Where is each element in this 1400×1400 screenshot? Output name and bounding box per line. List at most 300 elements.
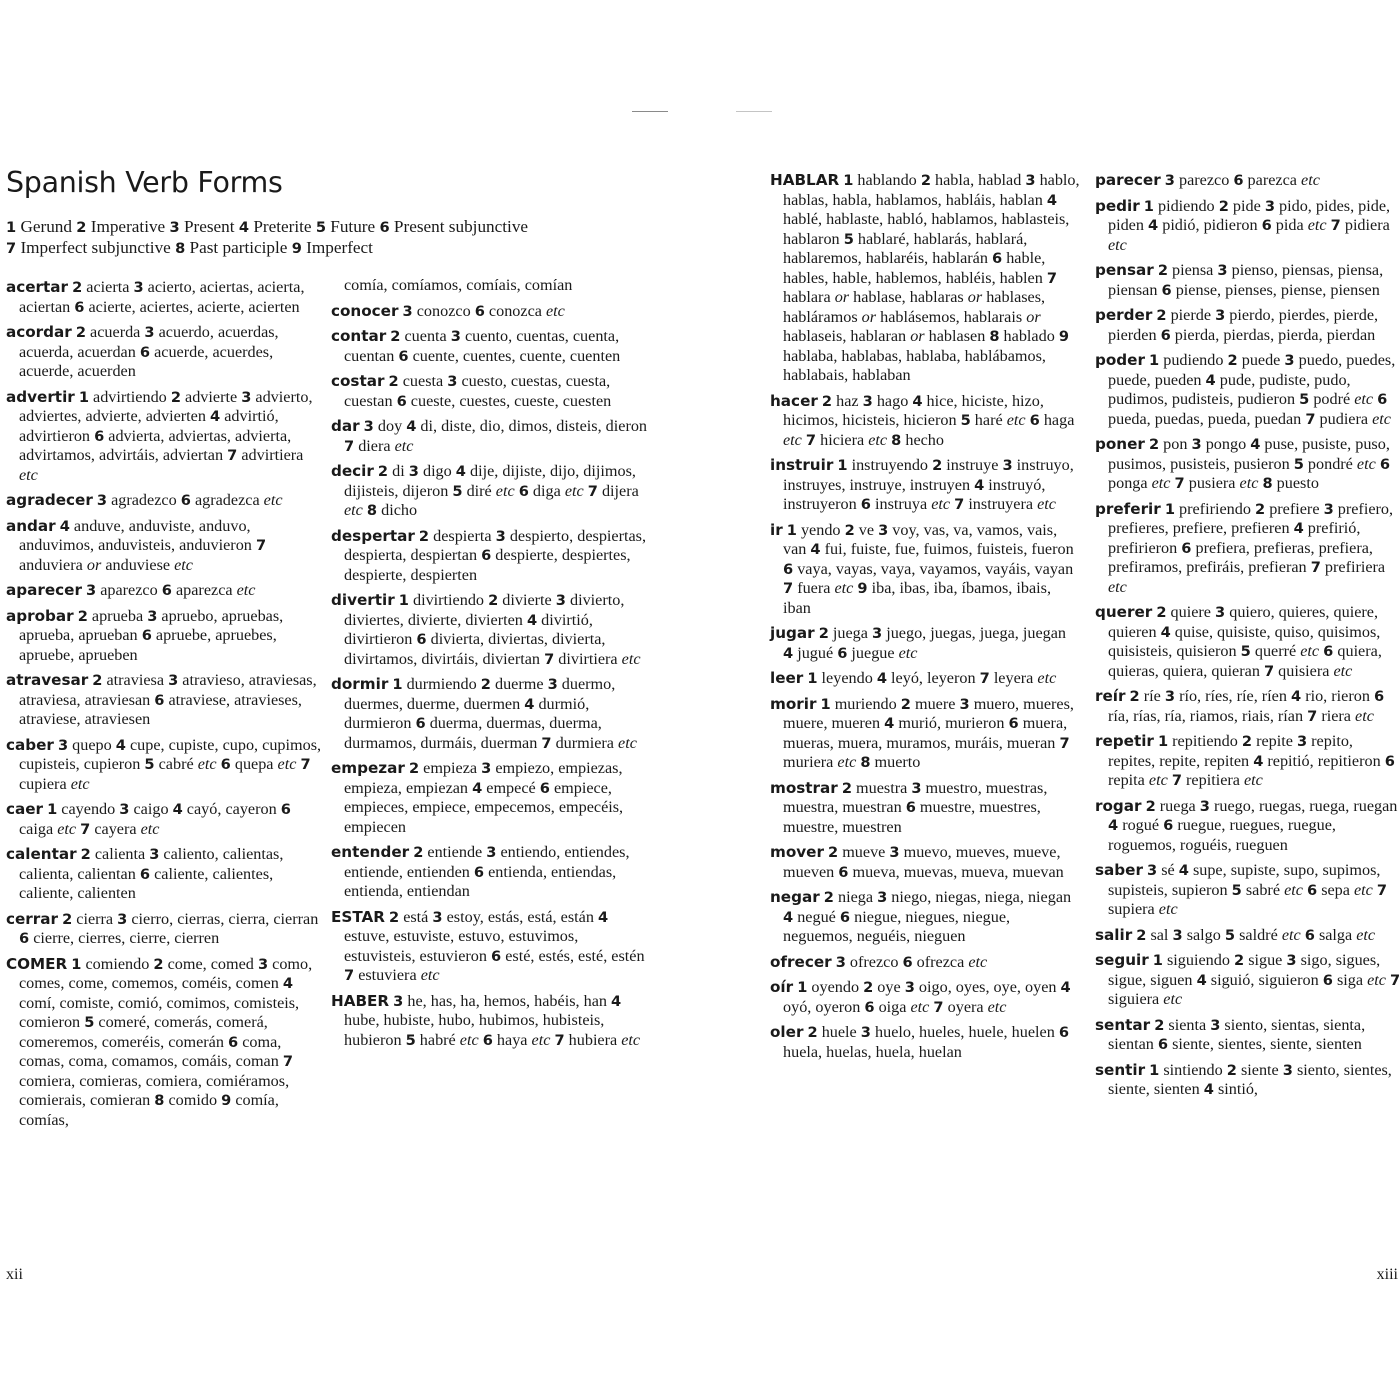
tense-number: 6: [1163, 817, 1174, 834]
tense-number: 3: [877, 889, 888, 906]
verb-headword: caer: [6, 800, 44, 818]
italic-word: or: [910, 327, 925, 345]
verb-entry: divertir 1 divirtiendo 2 divierte 3 divierto, diviertes, divierte, divierten 4 divirtió, divirtieron 6 divierta, diviertas, divierta, divirtamos, divirtáis, diviertan 7 divirtiera etc: [331, 591, 641, 668]
italic-word: etc: [621, 649, 641, 668]
verb-headword: ESTAR: [331, 907, 385, 926]
tense-number: 1: [820, 695, 831, 713]
verb-headword: empezar: [331, 759, 405, 777]
italic-word: etc: [910, 997, 930, 1016]
tense-number: 8: [366, 502, 378, 519]
italic-word: etc: [263, 491, 283, 509]
tense-number: 4: [1291, 688, 1302, 705]
verb-headword: mover: [770, 843, 824, 861]
tense-number: 3: [393, 992, 404, 1010]
tense-number: 6: [1181, 539, 1192, 557]
tense-number: 3: [86, 582, 97, 599]
tense-number: 6: [539, 779, 550, 797]
verb-headword: entender: [331, 843, 410, 861]
tense-number: 1: [786, 521, 797, 539]
tense-number: 2: [818, 625, 829, 642]
tense-number: 5: [1299, 391, 1310, 408]
tense-number: 7: [1376, 881, 1388, 899]
column-4: [1095, 171, 1400, 1106]
tense-number: 2: [807, 1024, 818, 1041]
tense-number: 8: [154, 1092, 165, 1109]
italic-word: or: [86, 555, 102, 574]
verb-entry: negar 2 niega 3 niego, niegas, niega, niegan 4 negué 6 niegue, niegues, niegue, neguemos, neguéis, nieguen: [770, 888, 1072, 945]
tense-number: 6: [1029, 412, 1040, 429]
italic-word: etc: [236, 581, 256, 599]
italic-word: etc: [546, 301, 565, 320]
italic-word: etc: [898, 643, 918, 662]
italic-word: etc: [1006, 411, 1026, 429]
tense-number: 7: [1263, 662, 1275, 680]
tense-number: 2: [72, 279, 83, 296]
tense-number: 6: [1261, 217, 1272, 234]
tense-number: 1: [1164, 500, 1175, 518]
tense-number: 7: [554, 1031, 565, 1049]
verb-headword: atravesar: [6, 671, 89, 689]
tense-number: 2: [1241, 733, 1253, 750]
tense-number: 4: [1108, 817, 1119, 834]
tense-number: 2: [75, 324, 86, 341]
tense-number: 7: [1059, 734, 1070, 752]
tense-number: 4: [1178, 862, 1189, 879]
verb-entry: jugar 2 juega 3 juego, juegas, juega, juegan 4 jugué 6 juegue etc: [770, 624, 1067, 662]
verb-headword: calentar: [6, 845, 77, 863]
tense-number: 6: [1233, 172, 1244, 189]
tense-number: 2: [80, 846, 91, 863]
italic-word: etc: [277, 755, 297, 773]
tense-number: 3: [495, 527, 506, 545]
italic-word: etc: [1037, 495, 1056, 513]
tense-number: 7: [227, 447, 238, 464]
verb-headword: jugar: [770, 624, 815, 642]
italic-word: etc: [420, 966, 440, 984]
verb-headword: advertir: [6, 387, 75, 406]
tense-number: 7: [544, 650, 555, 668]
tense-number: 2: [480, 676, 491, 693]
verb-entry: entender 2 entiende 3 entiendo, entiendes, entiende, entienden 6 entienda, entiendas, entienda, entiendan: [331, 843, 630, 900]
verb-entry: instruir 1 instruyendo 2 instruye 3 instruyo, instruyes, instruye, instruyen 4 instruyó, instruyeron 6 instruya etc 7 instruyera etc: [770, 456, 1074, 513]
tense-number: 9: [1058, 328, 1069, 345]
verb-headword: querer: [1095, 603, 1153, 621]
tense-number: 6: [473, 863, 485, 881]
tense-number: 2: [92, 672, 103, 689]
verb-headword: instruir: [770, 456, 834, 474]
verb-headword: HABER: [331, 991, 390, 1010]
tense-number: 4: [1060, 979, 1071, 996]
verb-headword: mostrar: [770, 778, 838, 797]
tense-number: 6: [1323, 643, 1334, 660]
verb-headword: perder: [1095, 306, 1153, 324]
tense-number: 4: [1160, 623, 1171, 641]
verb-entry: aparecer 3 aparezco 6 aparezca etc: [6, 581, 256, 599]
tense-label: Past participle: [185, 238, 288, 257]
italic-word: etc: [394, 436, 414, 455]
italic-word: etc: [1163, 990, 1183, 1008]
tense-number: 3: [241, 388, 252, 406]
verb-entry: morir 1 muriendo 2 muere 3 muero, mueres, muere, mueren 4 murió, murieron 6 muera, mueras, muera, muramos, muráis, mueran 7 muriera etc 8 muerto: [770, 694, 1074, 771]
tense-number: 3: [169, 219, 180, 236]
verb-headword: dar: [331, 417, 360, 435]
verb-entry: oler 2 huele 3 huelo, hueles, huele, huelen 6 huela, huelas, huela, huelan: [770, 1023, 1070, 1061]
tense-number: 1: [843, 172, 854, 189]
verb-entry: caber 3 quepo 4 cupe, cupiste, cupo, cupimos, cupisteis, cupieron 5 cabré etc 6 quepa etc 7 cupiera etc: [6, 735, 322, 793]
verb-entry: oír 1 oyendo 2 oye 3 oigo, oyes, oye, oyen 4 oyó, oyeron 6 oiga etc 7 oyera etc: [770, 978, 1071, 1016]
verb-headword: reír: [1095, 687, 1126, 705]
tense-number: 2: [413, 844, 424, 861]
tense-number: 1: [1157, 733, 1169, 750]
italic-word: etc: [783, 430, 802, 449]
tense-number: 6: [482, 1031, 493, 1049]
tense-number: 6: [1008, 715, 1019, 732]
tense-number: 4: [884, 715, 895, 732]
tense-number: 4: [1148, 217, 1159, 234]
tense-number: 8: [175, 240, 186, 257]
tense-number: 4: [1253, 752, 1264, 770]
verb-entry: caer 1 cayendo 3 caigo 4 cayó, cayeron 6 caiga etc 7 cayera etc: [6, 800, 291, 838]
tense-number: 6: [1384, 752, 1395, 770]
tense-number: 7: [954, 496, 965, 513]
tense-label: Future: [325, 217, 376, 236]
verb-entry: acordar 2 acuerda 3 acuerdo, acuerdas, acuerda, acuerdan 6 acuerde, acuerdes, acuerde, acuerden: [6, 323, 279, 380]
tense-number: 8: [891, 431, 902, 449]
page-number-right: xiii: [1376, 1266, 1398, 1283]
tense-number: 1: [837, 457, 848, 474]
verb-entry: dormir 1 durmiendo 2 duerme 3 duermo, duermes, duerme, duermen 4 durmió, durmieron 6 duerma, duermas, duerma, durmamos, durmáis, duerman 7 durmiera etc: [331, 675, 637, 752]
tense-number: 4: [210, 408, 221, 425]
verb-headword: despertar: [331, 526, 415, 545]
tense-number: 3: [1164, 688, 1176, 705]
verb-entry: perder 2 pierde 3 pierdo, pierdes, pierde, pierden 6 pierda, pierdas, pierda, pierdan: [1095, 306, 1379, 344]
tense-number: 2: [863, 979, 874, 996]
tense-number: 4: [1205, 371, 1216, 389]
tense-number: 6: [864, 998, 875, 1016]
tense-number: 2: [844, 521, 855, 539]
tense-number: 6: [280, 801, 291, 818]
tense-number: 6: [1306, 881, 1318, 899]
tense-number: 7: [1305, 410, 1316, 428]
tense-number: 2: [1218, 197, 1229, 215]
verb-headword: sentir: [1095, 1060, 1146, 1079]
verb-entry: rogar 2 ruega 3 ruego, ruegas, ruega, ruegan 4 rogué 6 ruegue, ruegues, ruegue, roguemos, roguéis, rueguen: [1095, 796, 1398, 854]
italic-word: etc: [19, 465, 38, 484]
italic-word: etc: [1354, 880, 1373, 899]
italic-word: etc: [834, 579, 854, 597]
italic-word: etc: [1244, 771, 1263, 789]
tense-number: 4: [526, 611, 538, 629]
tense-number: 3: [57, 736, 69, 754]
tense-number: 3: [408, 463, 419, 480]
tense-number: 3: [1025, 172, 1036, 189]
top-rule-right: [736, 111, 772, 112]
tense-number: 7: [1310, 559, 1321, 576]
verb-headword: COMER: [6, 954, 68, 973]
tense-number: 1: [1149, 1061, 1160, 1079]
tense-label: Imperfect subjunctive: [16, 238, 171, 257]
italic-word: etc: [1108, 577, 1127, 596]
italic-word: etc: [1333, 661, 1353, 680]
verb-entry: COMER 1 comiendo 2 come, comed 3 como, comes, come, comemos, coméis, comen 4 comí, comiste, comió, comimos, comisteis, comieron 5 comeré, comerás, comerá, comeremos, comeréis, comerán 6 coma, comas, coma, comamos, comáis, coman 7 comiera, comieras, comiera, comiéramos, comierais, comieran 8 comido 9 comía, comías,: [6, 954, 313, 1129]
verb-entry: calentar 2 calienta 3 caliento, calientas, calienta, calientan 6 caliente, calientes, caliente, calienten: [6, 845, 284, 902]
tense-label: Present: [179, 217, 235, 236]
tense-number: 7: [344, 437, 355, 455]
italic-word: etc: [1108, 235, 1127, 254]
verb-headword: salir: [1095, 925, 1133, 944]
verb-entry: comía, comíamos, comíais, comían: [344, 276, 573, 294]
tense-number: 3: [1172, 926, 1183, 944]
verb-headword: oler: [770, 1023, 804, 1041]
tense-number: 3: [860, 1024, 871, 1041]
verb-entry: mover 2 mueve 3 muevo, mueves, mueve, mueven 6 mueva, muevas, mueva, muevan: [770, 843, 1064, 881]
tense-number: 6: [415, 715, 426, 732]
verb-entry: aprobar 2 aprueba 3 apruebo, apruebas, aprueba, aprueban 6 apruebe, apruebes, apruebe, aprueben: [6, 606, 284, 664]
page-number-left: xii: [6, 1266, 23, 1283]
verb-headword: ofrecer: [770, 952, 832, 971]
verb-entry: reír 2 ríe 3 río, ríes, ríe, ríen 4 rio, rieron 6 ría, rías, ría, riamos, riais, rían 7 riera etc: [1095, 687, 1385, 725]
verb-entry: HABER 3 he, has, ha, hemos, habéis, han 4 hube, hubiste, hubo, hubimos, hubisteis, hubieron 5 habré etc 6 haya etc 7 hubiera etc: [331, 991, 641, 1049]
tense-number: 3: [1217, 262, 1228, 279]
tense-number: 1: [1149, 352, 1160, 369]
tense-number: 3: [133, 279, 144, 296]
tense-number: 2: [153, 955, 164, 973]
tense-number: 6: [1379, 455, 1390, 473]
tense-number: 1: [1152, 952, 1163, 969]
tense-number: 4: [455, 463, 466, 480]
tense-number: 4: [783, 644, 794, 662]
tense-number: 7: [255, 537, 267, 554]
verb-entry: sentar 2 sienta 3 siento, sientas, sienta, sientan 6 siente, sientes, siente, sienten: [1095, 1015, 1366, 1053]
tense-number: 9: [291, 240, 302, 257]
tense-number: 6: [180, 492, 191, 509]
verb-headword: parecer: [1095, 171, 1161, 189]
tense-number: 1: [797, 979, 808, 996]
verb-headword: costar: [331, 372, 385, 390]
italic-word: etc: [1356, 454, 1376, 473]
tense-number: 2: [920, 172, 931, 189]
tense-number: 3: [1264, 197, 1275, 215]
italic-word: etc: [495, 481, 515, 500]
verb-entry: conocer 3 conozco 6 conozca etc: [331, 301, 565, 320]
verb-entry: ir 1 yendo 2 ve 3 voy, vas, va, vamos, vais, van 4 fui, fuiste, fue, fuimos, fuisteis, fueron 6 vaya, vayas, vaya, vayamos, vayáis, vayan 7 fuera etc 9 iba, ibas, iba, íbamos, ibais, iban: [770, 520, 1074, 617]
tense-number: 3: [889, 844, 900, 861]
tense-number: 3: [1286, 952, 1297, 969]
tense-number: 6: [416, 631, 427, 648]
verb-entry: mostrar 2 muestra 3 muestro, muestras, muestra, muestran 6 muestre, muestres, muestre, muestren: [770, 778, 1048, 836]
tense-number: 3: [363, 418, 374, 435]
tense-number: 3: [1323, 500, 1334, 518]
tense-number: 6: [518, 482, 529, 500]
tense-number: 2: [932, 457, 943, 474]
verb-entry: advertir 1 advirtiendo 2 advierte 3 advierto, adviertes, advierte, advierten 4 advirtió, advirtieron 6 advierta, adviertas, advierta, advirtamos, advirtáis, adviertan 7 advirtiera etc: [6, 387, 313, 484]
tense-number: 6: [94, 427, 105, 445]
tense-number: 6: [905, 799, 916, 816]
tense-number: 5: [843, 230, 854, 248]
tense-number: 1: [78, 388, 89, 406]
tense-number: 6: [139, 343, 151, 361]
tense-number: 3: [481, 760, 492, 777]
verb-entry: costar 2 cuesta 3 cuesto, cuestas, cuesta, cuestan 6 cueste, cuestes, cueste, cuesten: [331, 372, 612, 410]
verb-headword: poder: [1095, 351, 1145, 369]
tense-number: 3: [904, 979, 915, 996]
tense-number: 3: [1282, 1061, 1293, 1079]
tense-number: 3: [1215, 604, 1226, 621]
italic-word: etc: [1158, 900, 1178, 918]
tense-number: 6: [474, 302, 485, 320]
tense-number: 6: [1160, 326, 1171, 344]
tense-number: 8: [1262, 475, 1273, 492]
verb-headword: andar: [6, 516, 56, 535]
verb-headword: agradecer: [6, 491, 93, 509]
tense-label: Imperative: [86, 217, 166, 236]
verb-entry: poner 2 pon 3 pongo 4 puse, pusiste, puso, pusimos, pusisteis, pusieron 5 pondré etc 6 ponga etc 7 pusiera etc 8 puesto: [1095, 435, 1390, 492]
verb-entry: ofrecer 3 ofrezco 6 ofrezca etc: [770, 952, 988, 971]
italic-word: or: [861, 307, 877, 326]
tense-number: 4: [783, 908, 794, 926]
italic-word: etc: [987, 997, 1007, 1016]
tense-number: 5: [315, 219, 326, 236]
tense-number: 6: [1373, 688, 1385, 705]
verb-entry: decir 2 di 3 digo 4 dije, dijiste, dijo, dijimos, dijisteis, dijeron 5 diré etc 6 diga etc 7 dijera etc 8 dicho: [331, 462, 639, 519]
tense-number: 3: [1164, 172, 1175, 189]
verb-headword: aprobar: [6, 606, 74, 625]
tense-number: 3: [147, 607, 158, 625]
tense-number: 5: [1231, 881, 1242, 899]
verb-headword: hacer: [770, 391, 818, 410]
tense-number: 3: [835, 953, 846, 971]
tense-number: 7: [282, 1053, 294, 1070]
tense-number: 6: [74, 298, 85, 316]
italic-word: etc: [140, 819, 160, 838]
tense-number: 4: [59, 517, 70, 535]
tense-number: 2: [76, 219, 87, 236]
tense-number: 3: [959, 695, 970, 713]
tense-number: 7: [933, 998, 944, 1016]
tense-number: 3: [878, 521, 889, 539]
legend-line: [6, 238, 646, 259]
verb-headword: dormir: [331, 675, 389, 693]
tense-number: 2: [828, 844, 839, 861]
italic-word: etc: [531, 1030, 551, 1049]
verb-entry: saber 3 sé 4 supe, supiste, supo, supimos, supisteis, supieron 5 sabré etc 6 sepa etc 7 supiera etc: [1095, 861, 1388, 918]
tense-label: Preterite: [249, 217, 312, 236]
tense-number: 6: [228, 1033, 239, 1051]
tense-number: 3: [450, 328, 461, 345]
tense-number: 3: [547, 676, 558, 693]
tense-number: 5: [960, 412, 971, 429]
italic-word: etc: [1372, 409, 1391, 428]
tense-number: 1: [6, 219, 17, 236]
verb-headword: preferir: [1095, 499, 1161, 518]
tense-number: 6: [141, 627, 152, 644]
tense-number: 2: [1154, 1016, 1165, 1034]
verb-headword: leer: [770, 669, 804, 687]
verb-entry: cerrar 2 cierra 3 cierro, cierras, cierra, cierran 6 cierre, cierres, cierre, cierren: [6, 909, 319, 947]
tense-number: 2: [1156, 307, 1167, 324]
tense-number: 6: [139, 865, 151, 883]
tense-number: 4: [974, 476, 985, 494]
tense-number: 3: [1002, 457, 1013, 474]
verb-entry: pedir 1 pidiendo 2 pide 3 pido, pides, pide, piden 4 pidió, pidieron 6 pida etc 7 pidiera etc: [1095, 196, 1391, 254]
verb-entry: seguir 1 siguiendo 2 sigue 3 sigo, sigues, sigue, siguen 4 siguió, siguieron 6 siga etc 7 siguiera etc: [1095, 951, 1400, 1008]
italic-word: etc: [1151, 474, 1171, 492]
verb-headword: ir: [770, 520, 783, 539]
tense-number: 2: [821, 392, 833, 410]
tense-number: 6: [491, 947, 502, 965]
italic-word: etc: [837, 753, 857, 771]
tense-number: 2: [418, 527, 430, 545]
italic-word: or: [834, 288, 850, 306]
tense-number: 2: [1156, 604, 1167, 621]
tense-number: 6: [154, 691, 165, 709]
verb-headword: pensar: [1095, 261, 1154, 279]
tense-number: 3: [911, 779, 922, 797]
italic-word: etc: [1307, 216, 1327, 234]
tense-number: 6: [1058, 1024, 1070, 1041]
tense-number: 2: [377, 463, 389, 480]
tense-number: 3: [402, 302, 413, 320]
tense-number: 2: [1233, 952, 1245, 969]
tense-number: 9: [221, 1092, 232, 1109]
tense-label: Imperfect: [301, 238, 373, 257]
tense-legend: [6, 217, 646, 259]
tense-number: 2: [62, 910, 73, 928]
tense-number: 3: [486, 844, 497, 861]
tense-number: 3: [862, 392, 873, 410]
italic-word: etc: [174, 555, 193, 574]
tense-number: 4: [1203, 1081, 1214, 1098]
tense-number: 6: [398, 347, 409, 365]
tense-number: 4: [238, 219, 250, 236]
page-title: Spanish Verb Forms: [6, 166, 283, 199]
verb-headword: conocer: [331, 301, 399, 320]
legend-line: [6, 217, 646, 238]
verb-headword: repetir: [1095, 732, 1154, 750]
tense-label: Present subjunctive: [389, 217, 529, 236]
tense-number: 6: [220, 756, 231, 773]
verb-headword: divertir: [331, 591, 395, 609]
tense-number: 4: [1196, 971, 1207, 989]
italic-word: etc: [968, 952, 988, 971]
tense-number: 7: [805, 431, 817, 449]
tense-number: 7: [783, 580, 794, 597]
tense-number: 3: [1215, 307, 1226, 324]
italic-word: etc: [868, 430, 888, 449]
tense-number: 8: [860, 754, 871, 771]
verb-headword: cerrar: [6, 909, 59, 928]
tense-number: 4: [1250, 436, 1261, 453]
tense-number: 3: [117, 910, 128, 928]
tense-number: 4: [597, 908, 609, 926]
tense-number: 5: [1224, 926, 1236, 944]
italic-word: etc: [564, 481, 584, 500]
verb-entry: repetir 1 repitiendo 2 repite 3 repito, repites, repite, repiten 4 repitió, repitieron 6 repita etc 7 repitiera etc: [1095, 732, 1395, 789]
italic-word: etc: [1367, 970, 1386, 989]
verb-entry: pensar 2 piensa 3 pienso, piensas, piensa, piensan 6 piense, pienses, piense, piensen: [1095, 261, 1384, 299]
tense-number: 6: [992, 250, 1003, 267]
tense-number: 2: [1226, 1061, 1237, 1079]
tense-number: 5: [84, 1014, 95, 1031]
tense-number: 6: [1322, 971, 1333, 989]
tense-number: 6: [838, 863, 849, 881]
tense-number: 7: [1330, 217, 1341, 234]
tense-label: Gerund: [16, 217, 72, 236]
verb-headword: pedir: [1095, 196, 1140, 215]
verb-headword: aparecer: [6, 581, 82, 599]
tense-number: 7: [300, 756, 311, 773]
tense-number: 2: [389, 908, 400, 926]
